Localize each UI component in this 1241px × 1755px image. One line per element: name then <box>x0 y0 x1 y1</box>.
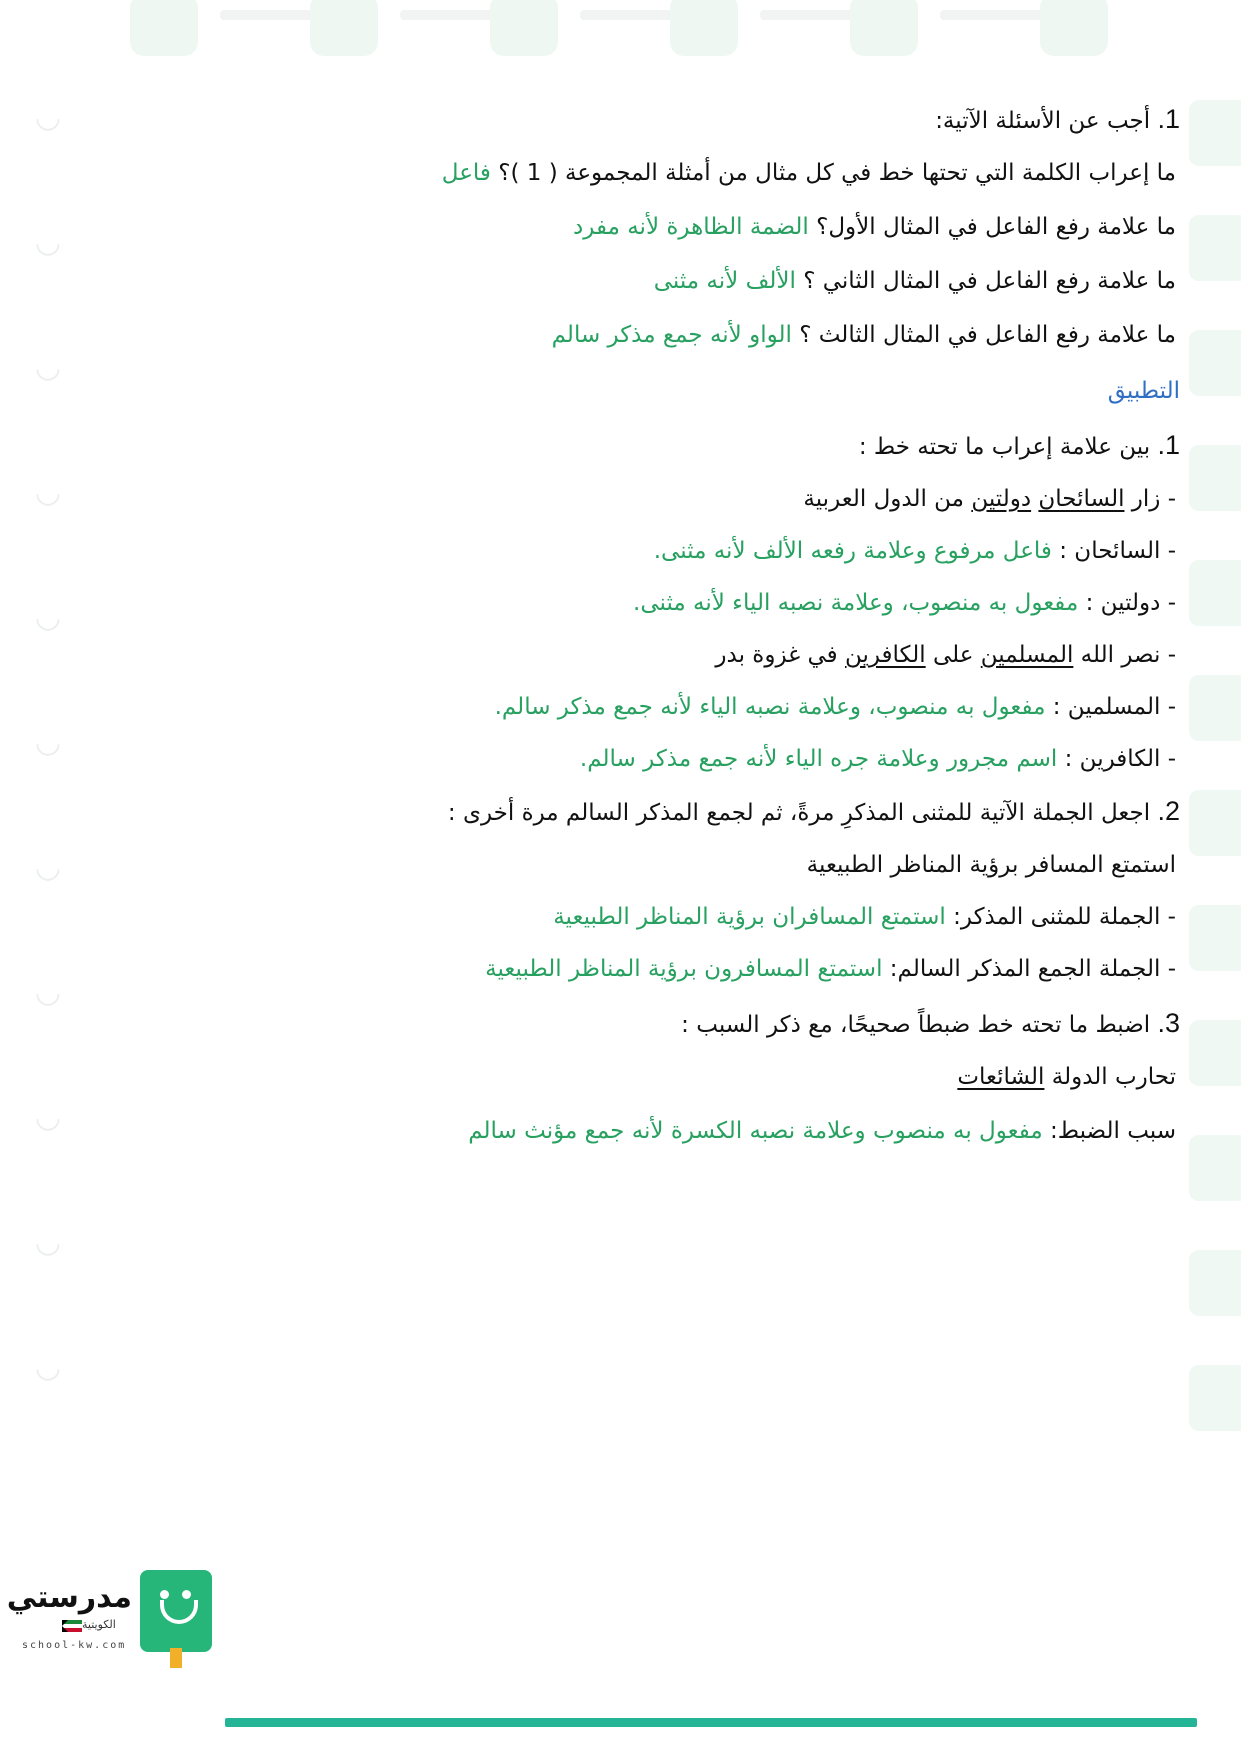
watermark-logo-icon <box>490 0 558 56</box>
watermark-mark-icon: ◡ <box>34 725 62 760</box>
watermark-logo-icon <box>1189 1365 1241 1431</box>
answer-text: اسم مجرور وعلامة جره الياء لأنه جمع مذكر سالم. <box>579 746 1058 772</box>
watermark-logo-icon <box>1189 1250 1241 1316</box>
question-number: 3. <box>1157 1008 1180 1038</box>
footer-divider <box>225 1718 1197 1727</box>
sentence-text: تحارب الدولة <box>1044 1064 1176 1090</box>
answer-text: مفعول به منصوب، وعلامة نصبه الياء لأنه مثنى. <box>633 590 1079 616</box>
logo-subtitle: الكويتية <box>82 1618 116 1631</box>
question-number: 2. <box>1157 796 1180 826</box>
item-prefix: ما علامة رفع الفاعل في المثال الثاني ؟ <box>795 268 1176 294</box>
watermark-mark-icon: ◡ <box>34 1350 62 1385</box>
watermark-logo-icon <box>1040 0 1108 56</box>
watermark-logo-icon <box>1189 215 1241 281</box>
answer-text: فاعل مرفوع وعلامة رفعه الألف لأنه مثنى. <box>653 538 1052 564</box>
watermark-bar <box>940 10 1050 20</box>
item-answer: الضمة الظاهرة لأنه مفرد <box>573 214 809 240</box>
q2-title <box>448 796 1180 828</box>
sentence-text: في غزوة بدر <box>715 642 845 668</box>
section1-item <box>573 212 1176 242</box>
watermark-logo-icon <box>1189 100 1241 166</box>
q1-answer <box>495 692 1176 722</box>
watermark-mark-icon: ◡ <box>34 850 62 885</box>
sentence-text: - نصر الله <box>1073 642 1176 668</box>
watermark-logo-icon <box>130 0 198 56</box>
question-text: أجب عن الأسئلة الآتية: <box>935 108 1151 134</box>
watermark-logo-icon <box>1189 905 1241 971</box>
watermark-logo-icon <box>850 0 918 56</box>
kuwait-flag-icon <box>62 1620 82 1632</box>
q2-sentence: استمتع المسافر برؤية المناظر الطبيعية <box>806 852 1176 878</box>
watermark-mark-icon: ◡ <box>34 350 62 385</box>
underlined-word: المسلمين <box>980 642 1074 668</box>
section1-item <box>654 266 1176 296</box>
logo-badge-icon <box>140 1570 212 1652</box>
watermark-logo-icon <box>1189 445 1241 511</box>
item-answer: فاعل <box>441 160 491 186</box>
answer-text: استمتع المسافرون برؤية المناظر الطبيعية <box>485 956 883 982</box>
sentence-text: على <box>925 642 981 668</box>
answer-label: - المسلمين : <box>1045 694 1176 720</box>
q3-reason <box>468 1116 1176 1146</box>
answer-label: - دولتين : <box>1078 590 1176 616</box>
underlined-word: الكافرين <box>844 642 926 668</box>
watermark-logo-icon <box>310 0 378 56</box>
q1-answer <box>654 536 1176 566</box>
q1-answer <box>633 588 1176 618</box>
watermark-logo-icon <box>1189 560 1241 626</box>
answer-label: - الجملة الجمع المذكر السالم: <box>882 956 1176 982</box>
answer-label: - الجملة للمثنى المذكر: <box>945 904 1176 930</box>
answer-text: مفعول به منصوب وعلامة نصبه الكسرة لأنه جمع مؤنث سالم <box>468 1118 1043 1144</box>
school-logo <box>6 1560 202 1740</box>
q2-answer <box>485 954 1176 984</box>
answer-label: سبب الضبط: <box>1042 1118 1176 1144</box>
question-number: 1. <box>1157 430 1180 460</box>
q2-answer <box>553 902 1176 932</box>
watermark-logo-icon <box>670 0 738 56</box>
watermark-logo-icon <box>1189 1135 1241 1201</box>
question-text: اضبط ما تحته خط ضبطاً صحيحًا، مع ذكر السبب : <box>681 1012 1151 1038</box>
underlined-word: دولتين <box>971 486 1032 512</box>
watermark-mark-icon: ◡ <box>34 475 62 510</box>
watermark-logo-icon <box>1189 330 1241 396</box>
q3-sentence <box>957 1062 1176 1092</box>
watermark-logo-icon <box>1189 1020 1241 1086</box>
watermark-mark-icon: ◡ <box>34 225 62 260</box>
q1-answer <box>580 744 1176 774</box>
watermark-mark-icon: ◡ <box>34 1225 62 1260</box>
logo-url: school-kw.com <box>22 1640 127 1651</box>
q1-title <box>859 430 1180 462</box>
watermark-column-left <box>20 100 80 1550</box>
question-text: بين علامة إعراب ما تحته خط : <box>858 434 1151 460</box>
item-prefix: ما علامة رفع الفاعل في المثال الثالث ؟ <box>791 322 1176 348</box>
watermark-strip <box>0 0 1241 58</box>
q1-sentence1 <box>803 484 1176 514</box>
answer-text: استمتع المسافران برؤية المناظر الطبيعية <box>553 904 946 930</box>
question-number: 1. <box>1157 104 1180 134</box>
watermark-mark-icon: ◡ <box>34 1100 62 1135</box>
watermark-column-right <box>1181 100 1241 1550</box>
watermark-mark-icon: ◡ <box>34 975 62 1010</box>
application-heading: التطبيق <box>1107 378 1180 404</box>
watermark-mark-icon: ◡ <box>34 600 62 635</box>
sentence-text: من الدول العربية <box>803 486 972 512</box>
section1-item <box>442 158 1176 188</box>
answer-text: مفعول به منصوب، وعلامة نصبه الياء لأنه جمع مذكر سالم. <box>494 694 1046 720</box>
section1-item <box>552 320 1176 350</box>
item-answer: الألف لأنه مثنى <box>653 268 796 294</box>
q1-sentence2 <box>715 640 1176 670</box>
watermark-logo-icon <box>1189 675 1241 741</box>
answer-label: - السائحان : <box>1051 538 1176 564</box>
item-prefix: ما علامة رفع الفاعل في المثال الأول؟ <box>808 214 1176 240</box>
underlined-word: الشائعات <box>957 1064 1045 1090</box>
item-prefix: ما إعراب الكلمة التي تحتها خط في كل مثال من أمثلة المجموعة ( 1 )؟ <box>490 160 1176 186</box>
logo-name: مدرستي <box>6 1580 132 1615</box>
watermark-logo-icon <box>1189 790 1241 856</box>
watermark-mark-icon: ◡ <box>34 100 62 135</box>
section1-title <box>935 104 1180 136</box>
question-text: اجعل الجملة الآتية للمثنى المذكرِ مرةً، ثم لجمع المذكر السالم مرة أخرى : <box>447 800 1151 826</box>
item-answer: الواو لأنه جمع مذكر سالم <box>551 322 792 348</box>
answer-label: - الكافرين : <box>1057 746 1176 772</box>
q3-title <box>681 1008 1180 1040</box>
logo-pencil-icon <box>170 1648 182 1668</box>
sentence-text: - زار <box>1124 486 1176 512</box>
underlined-word: السائحان <box>1038 486 1125 512</box>
